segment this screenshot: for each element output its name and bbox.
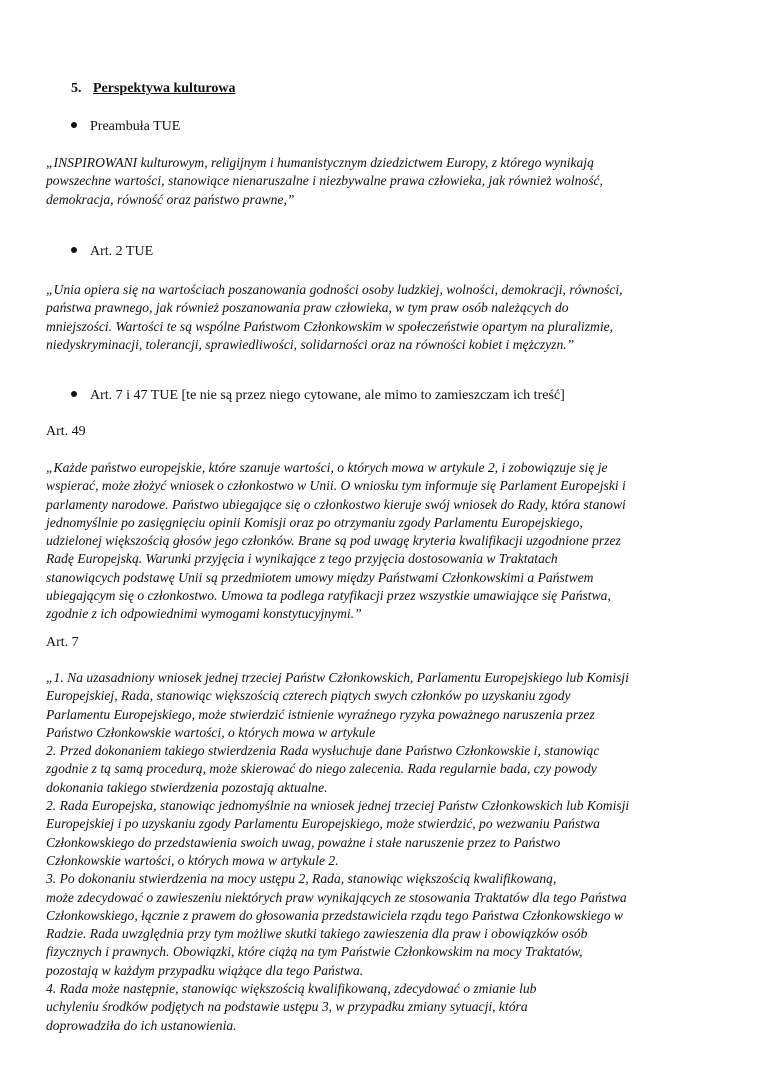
- quote-line: 2. Rada Europejska, stanowiąc jednomyślnie na wniosek jednej trzeciej Państw Członkowskich lub Komisji: [46, 798, 630, 814]
- bullet-text: Art. 2 TUE: [90, 244, 154, 259]
- quote-line: powszechne wartości, stanowiące nienaruszalne i niezbywalne prawa człowieka, jak również wolność,: [46, 173, 603, 189]
- quote-line: „Każde państwo europejskie, które szanuje wartości, o których mowa w artykule 2, i zobowiązuje się je: [46, 460, 608, 475]
- quote-line: Europejskiej i po uzyskaniu zgody Parlamentu Europejskiego, może stwierdzić, po wezwaniu Państwa: [46, 816, 600, 832]
- bullet-text: Art. 7 i 47 TUE [te nie są przez niego cytowane, ale mimo to zamieszczam ich treść]: [90, 388, 565, 403]
- quote-line: doprowadziła do ich ustanowienia.: [46, 1017, 237, 1033]
- quote-line: 3. Po dokonaniu stwierdzenia na mocy ustępu 2, Rada, stanowiąc większością kwalifikowaną,: [46, 871, 557, 887]
- bullet-preambula: [71, 119, 180, 135]
- quote-line: niedyskryminacji, tolerancji, sprawiedliwości, solidarności oraz na równości kobiet i mężczyzn.”: [46, 336, 575, 352]
- quote-art49: [46, 459, 726, 624]
- section-number: 5.: [71, 81, 82, 96]
- quote-line: Radę Europejską. Warunki przyjęcia i wynikające z tego przyjęcia dostosowania w Traktatach: [46, 551, 558, 567]
- quote-line: może zdecydować o zawieszeniu niektórych praw wynikających ze stosowania Traktatów dla tego Państwa: [46, 889, 627, 905]
- quote-line: dokonania takiego stwierdzenia pozostają aktualne.: [46, 779, 328, 795]
- quote-line: pozostają w każdym przypadku wiążące dla tego Państwa.: [46, 962, 364, 978]
- quote-line: zgodnie z tą samą procedurą, może skierować do niego zalecenia. Rada regularnie bada, czy powody: [46, 761, 597, 777]
- quote-line: jednomyślnie po zasięgnięciu opinii Komisji oraz po otrzymaniu zgody Parlamentu Europejskiego,: [46, 514, 583, 530]
- quote-line: Parlamentu Europejskiego, może stwierdzić istnienie wyraźnego ryzyka poważnego naruszenia przez: [46, 706, 595, 722]
- quote-line: 4. Rada może następnie, stanowiąc większością kwalifikowaną, zdecydować o zmianie lub: [46, 981, 537, 997]
- bullet-dot-icon: [71, 122, 77, 128]
- quote-line: zgodnie z ich odpowiednimi wymogami konstytucyjnymi.”: [46, 606, 362, 622]
- quote-line: mniejszości. Wartości te są wspólne Państwom Członkowskim w społeczeństwie opartym na pluralizmie,: [46, 318, 614, 334]
- section-title: Perspektywa kulturowa: [93, 81, 236, 96]
- art7-label: Art. 7: [46, 635, 79, 650]
- bullet-text: Preambuła TUE: [90, 119, 181, 134]
- quote-line: ubiegającym się o członkostwo. Umowa ta podlega ratyfikacji przez wszystkie umawiające się Państwa,: [46, 588, 611, 604]
- quote-art2: [46, 281, 726, 354]
- bullet-dot-icon: [71, 391, 77, 397]
- quote-line: uchyleniu środków podjętych na podstawie ustępu 3, w przypadku zmiany sytuacji, która: [46, 999, 528, 1015]
- quote-line: „INSPIROWANI kulturowym, religijnym i humanistycznym dziedzictwem Europy, z którego wynikają: [46, 155, 594, 170]
- quote-line: parlamenty narodowe. Państwo ubiegające się o członkostwo kieruje swój wniosek do Rady, która stanowi: [46, 496, 626, 512]
- quote-line: demokracja, równość oraz państwo prawne,”: [46, 191, 295, 207]
- quote-line: udzielonej większością głosów jego członków. Brane są pod uwagę kryteria kwalifikacji uzgodnione przez: [46, 533, 621, 549]
- bullet-dot-icon: [71, 247, 77, 253]
- quote-art7: [46, 669, 726, 1035]
- quote-line: Członkowskie wartości, o których mowa w artykule 2.: [46, 852, 339, 868]
- art49-label: Art. 49: [46, 424, 86, 439]
- quote-line: „Unia opiera się na wartościach poszanowania godności osoby ludzkiej, wolności, demokracji, równości,: [46, 282, 623, 297]
- quote-line: Europejskiej, Rada, stanowiąc większością czterech piątych swych członków po uzyskaniu zgody: [46, 688, 571, 704]
- quote-line: wspierać, może złożyć wniosek o członkostwo w Unii. O wniosku tym informuje się Parlament Europejski i: [46, 478, 626, 494]
- bullet-art7-47: [71, 388, 565, 404]
- quote-line: fizycznych i prawnych. Obowiązki, które ciążą na tym Państwie Członkowskim na mocy Traktatów,: [46, 944, 583, 960]
- bullet-art2: [71, 244, 153, 260]
- section-heading: [71, 81, 235, 97]
- quote-line: stanowiących podstawę Unii są przedmiotem umowy między Państwami Członkowskimi a Państwem: [46, 569, 594, 585]
- quote-line: Państwo Członkowskie wartości, o których mowa w artykule: [46, 724, 376, 740]
- quote-line: Członkowskiego do przedstawienia swoich uwag, poważne i stałe naruszenie przez to Państwo: [46, 834, 561, 850]
- quote-line: Radzie. Rada uwzględnia przy tym możliwe skutki takiego zawieszenia dla praw i obowiązków osób: [46, 926, 588, 942]
- quote-line: Członkowskiego, łącznie z prawem do głosowania przedstawiciela rządu tego Państwa Członkowskiego w: [46, 907, 623, 923]
- quote-line: „1. Na uzasadniony wniosek jednej trzeciej Państw Członkowskich, Parlamentu Europejskiego lub Komisji: [46, 670, 629, 685]
- quote-line: 2. Przed dokonaniem takiego stwierdzenia Rada wysłuchuje dane Państwo Członkowskie i, stanowiąc: [46, 743, 600, 759]
- quote-line: państwa prawnego, jak również poszanowania praw człowieka, w tym praw osób należących do: [46, 300, 569, 316]
- quote-preambula: [46, 154, 726, 209]
